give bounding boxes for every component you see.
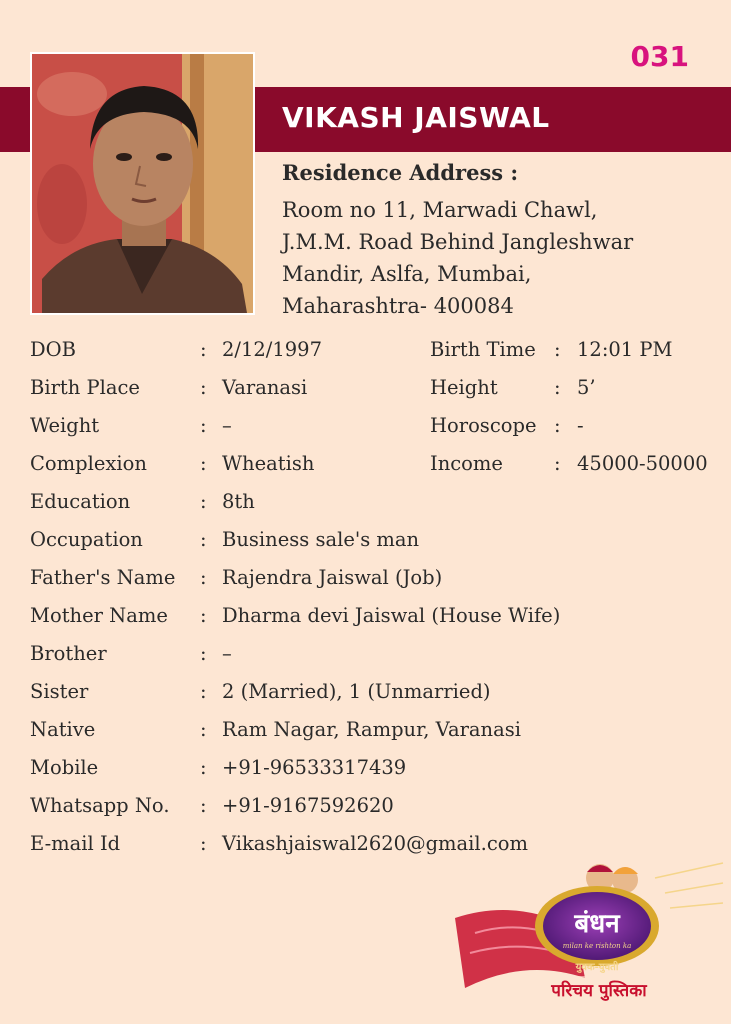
detail-separator: : <box>554 414 561 437</box>
profile-photo <box>30 52 255 315</box>
detail-separator: : <box>554 452 561 475</box>
address-line: J.M.M. Road Behind Jangleshwar <box>282 230 634 254</box>
detail-separator: : <box>200 338 207 361</box>
detail-separator: : <box>554 376 561 399</box>
detail-value: Varanasi <box>222 376 308 399</box>
candidate-name: VIKASH JAISWAL <box>282 101 550 134</box>
detail-label: Mobile <box>30 756 99 779</box>
logo-sub: युवक-युवती <box>575 962 619 973</box>
detail-value: Rajendra Jaiswal (Job) <box>222 566 443 589</box>
bandhan-logo <box>455 858 725 1018</box>
detail-separator: : <box>200 642 207 665</box>
detail-separator: : <box>200 414 207 437</box>
detail-value: Wheatish <box>222 452 315 475</box>
detail-label: Whatsapp No. <box>30 794 170 817</box>
detail-right-value: - <box>577 414 584 437</box>
detail-value: 8th <box>222 490 255 513</box>
detail-value: Dharma devi Jaiswal (House Wife) <box>222 604 561 627</box>
detail-value: 2/12/1997 <box>222 338 322 361</box>
detail-value: Vikashjaiswal2620@gmail.com <box>222 832 529 855</box>
detail-right-value: 5’ <box>577 376 596 399</box>
detail-right-label: Birth Time <box>430 338 536 361</box>
address-line: Maharashtra- 400084 <box>282 294 514 318</box>
detail-separator: : <box>200 794 207 817</box>
detail-label: Occupation <box>30 528 143 551</box>
logo-tagline: milan ke rishton ka <box>562 942 632 950</box>
detail-right-label: Horoscope <box>430 414 537 437</box>
detail-label: DOB <box>30 338 76 361</box>
address-line: Room no 11, Marwadi Chawl, <box>282 198 598 222</box>
detail-label: Weight <box>30 414 100 437</box>
logo-title: बंधन <box>574 909 620 939</box>
detail-separator: : <box>200 376 207 399</box>
detail-separator: : <box>200 490 207 513</box>
detail-value: 2 (Married), 1 (Unmarried) <box>222 680 491 703</box>
detail-separator: : <box>200 680 207 703</box>
address-line: Mandir, Aslfa, Mumbai, <box>282 262 532 286</box>
detail-label: Sister <box>30 680 89 703</box>
detail-value: Ram Nagar, Rampur, Varanasi <box>222 718 521 741</box>
profile-number: 031 <box>630 40 689 73</box>
detail-separator: : <box>200 756 207 779</box>
detail-separator: : <box>200 452 207 475</box>
detail-value: – <box>222 642 232 665</box>
detail-right-value: 12:01 PM <box>577 338 673 361</box>
detail-separator: : <box>200 528 207 551</box>
detail-value: – <box>222 414 232 437</box>
detail-right-label: Income <box>430 452 503 475</box>
detail-label: Birth Place <box>30 376 140 399</box>
detail-label: E-mail Id <box>30 832 121 855</box>
address-block <box>282 194 633 322</box>
detail-value: Business sale's man <box>222 528 420 551</box>
address-heading: Residence Address : <box>282 160 519 185</box>
logo-bottom: परिचय पुस्तिका <box>551 981 647 1001</box>
detail-label: Education <box>30 490 131 513</box>
detail-separator: : <box>200 604 207 627</box>
detail-right-value: 45000-50000 <box>577 452 708 475</box>
detail-value: +91-9167592620 <box>222 794 394 817</box>
detail-value: +91-96533317439 <box>222 756 407 779</box>
detail-label: Mother Name <box>30 604 168 627</box>
detail-separator: : <box>554 338 561 361</box>
detail-label: Father's Name <box>30 566 176 589</box>
detail-label: Native <box>30 718 96 741</box>
detail-label: Complexion <box>30 452 147 475</box>
detail-label: Brother <box>30 642 107 665</box>
detail-separator: : <box>200 566 207 589</box>
detail-separator: : <box>200 718 207 741</box>
detail-right-label: Height <box>430 376 498 399</box>
detail-separator: : <box>200 832 207 855</box>
